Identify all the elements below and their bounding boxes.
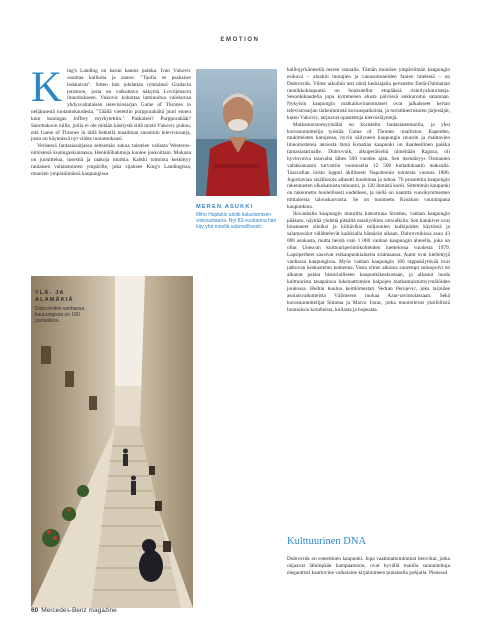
magazine-name: Mercedes-Benz magazine [41,607,117,614]
section-heading: Kulttuurinen DNA [287,536,367,547]
right-column [287,67,450,313]
intro-paragraph: ing's Landing on karun kaunis paikka. Ivan Vukovic osoittaa kallioita ja sanoo: "Tuolla se paskaiset hokkaivat". Sitten hän johdattaa ryhmänsä Gradacin puistoon, josta on vaikuttava näkymä Lovrijenacin linnoitukseen. Vukovic kohottaa laminoitua valokuvaa yhdysvaltalaisen televisiosarjan Game of Thrones in neljännestä tuotantokaudesta. "Täällä vietettiin purppurahäitä juuri ennen kuin kuningas Joffrey myrkytettiin." Paskaiset? Purppurahäät? Sanottakoon niille, joilla ei ole mitään käsitystä siitä mistä Vukovic puhuu, että Game of Thrones in tällä hetkellä maailman suosituin televisiosarja, josta on käynnissä nyt viides tuotantokausi. [31,68,191,143]
alley-illustration [31,276,193,608]
body-paragraph: Matkamuistomyymälät on koristeltu fantasiateemoilla, ja yksi korusuunnittelija työstää Game of Thrones -malliston. Kapeiden, mukitteisten katujensa, hyvin säilyneen kaupungin muurin ja mahtavien linnoitustensa ansiosta tämä Kroatian kaupunki on ihanteellinen paikka fantasiatarinalle. Dubrovnik, alkuperäiseltä nimeltään Ragusa, oli hyvinvoiva tasavalta lähes 500 vuoden ajan. Sen itsenäisyys Osmanien valtakunnasta turvattiin vuotuisella 12 500 kultadukaatin maksulla. Tasavallan loisto loppui äkillisesti Napoleonin toimesta vuonna 1806. Jugoslavian sisällissota aiheutti kuolemaa ja tuhoa. 70 prosenttia kaupungin rakennusten ulkokatoista tuhoutui, ja 120 ihmistä kuoli. Sittemmin kaupunki on rakennettu huolellisesti uudelleen, ja siellä on nautitta vuosikymmenten mittaisesta talouskasvusta. Se on tuoinnetu Kroatian vaurainpana kaupunkina. [287,121,450,210]
portrait-caption [196,204,278,230]
page-number: 60 [31,607,39,614]
body-paragraph: Dubrovnik on esteettinen kaupunki. Jopa vaatimattomimmat tienviitat, jotka ohjaavat lähimpään kampaamoon, ovat hyvällä maulla suunniteltuja eleganttisti kaartuvine valkoisine kirjaimineen punaisella pohjalla. Pienessä [287,556,450,576]
closing-paragraph-column [287,551,450,582]
fisherman-illustration [196,69,277,196]
alley-caption-title: YLÄ- JA ALAMÄKIÄ [35,290,74,303]
drop-cap: K [31,64,63,111]
alley-caption [35,290,93,324]
intro-column [31,64,191,178]
body-paragraph: kalliojyrkänteellä meren rannalla. Tämän muurien ympäröimän kaupungin esikuva – ainakin tuotajien ja vanosoituneiden fanien mielestä – on Dubrovnik. Viime aikoihin asti tämä keskiajalla perustettu Etelä-Dalmatian rannikkokaupunki on houkutellut etupäässä risteilyaluturisteja. Sesonkikaudella jopa kymmenen alusta päivässä ankkuroitui satamaan. Nykyisin kaupungin matkailuviranomaiset ovat jalkaisseet kertan televisiosarjan tärkeimmistä kuvauspaikoista, ja turistikierroksien järjestäjät, kuten Vukovic, tarjoavat opastettuja kierrosläyntejä. [287,67,450,121]
alley-photo [31,276,193,608]
body-paragraph: Verisessä fantasiasarjassa seitsemän sukua taistelee vallasta Westeros-nimisessä kuningaskunnassa. Henkilöhahmoja kuolee joukoittain. Mukana on juonittelua, insestiä ja raakoja murhia. Kaikki toiminta keskittyy rautaisen valtaistuimen ympärille, joka sijaitsee King's Landingissa, muurien ympäröimässä kaupungissa [31,143,191,177]
portrait-caption-text: Miho Hajdukic aloitti kalastamisen viisivuotiaana. Nyt 83-vuotiaana hän käy yhä meellä säännöllisesti. [196,212,277,230]
page-footer [31,607,117,614]
body-paragraph: Ikivanhalta kaupungin muurilta katsottuna Stradun, vanhan kaupungin pääkatu, näyttää yhdeltä pitkältä mastiyöltien catwalkilta. Sen katukivet ovat hiostaneet sileiksi ja kiiltäviksi miljoonien kulkijoiden käytössä ja salamavalot välähtelevät kaikkialla hämärän aikaan. Dubrovnikissa asuu 43 000 asukasta, mutta heistä vain 1 000 vanhan kaupungin alueella, joka on ollut Unescon kulttuuriperintökohteiden luettelossa vuodesta 1979. Lapsiperheet saosivat esikaupunkialueita sisämaassa. Autot ovat kiellettyjä vanhassa kaupungissa. Myös vanhan kaupungin 160 rappukäytävää ovat jatkuvan keskustelun kohteena. Vasta viime aikoina suurempi suluopolvi on alkanut palata historialliseen kaupunkikeskustaan, ja alkanut luoda kulttuurista tasapainoa lukemattomien halpojen matkamuistomyymälöiden joukossa. Heihin kuuluu keittiömestari Vedran Perojevic, joka tarjoilee asolaisvaikutteista Välimeren ruokaa Azur-ravintolassaan. Sekä korusuunnittelijat Simona ja Marco Farac, jotka muotoilevat yksilöllisiä luomuksia koralleista, kullasta ja hopeasta. [287,210,450,313]
alley-caption-text: Dubrovnikin vanhassa kaupungissa on 160 portaikkoa. [35,306,85,324]
fisherman-photo [196,69,277,196]
portrait-caption-title: MEREN ASUKKI [196,204,254,210]
section-label: EMOTION [220,37,260,43]
